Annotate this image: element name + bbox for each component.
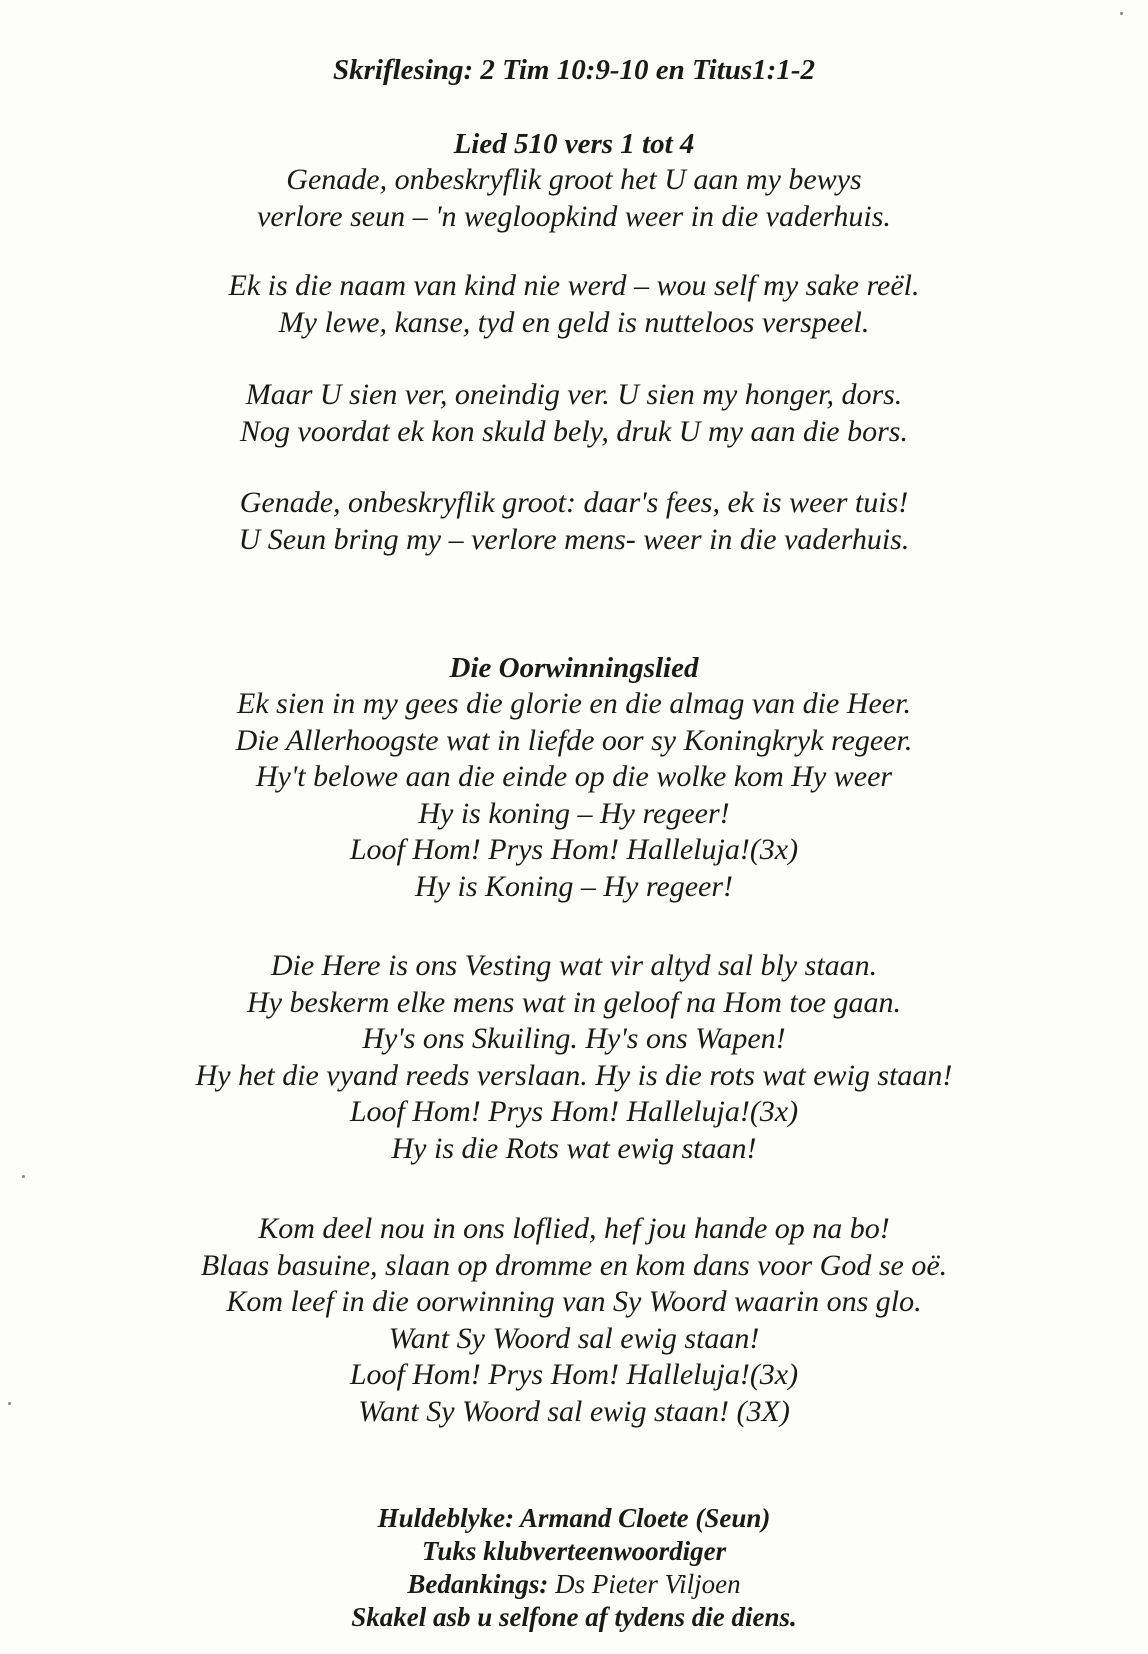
song-line: Hy is Koning – Hy regeer! [415,869,733,903]
hymn-verse-3 [0,377,1148,450]
club-representative-line: Tuks klubverteenwoordiger [421,1536,727,1566]
thanks-label: Bedankings: [407,1569,549,1599]
hymn-line: Maar U sien ver, oneindig ver. U sien my honger, dors. [245,378,903,411]
song-line: Hy is koning – Hy regeer! [418,796,730,830]
song-line: Ek sien in my gees die glorie en die almag van die Heer. [237,687,911,720]
scan-speck [1120,12,1123,15]
victory-song-verse-1 [0,686,1148,905]
song-line: Loof Hom! Prys Hom! Halleluja!(3x) [349,1358,799,1391]
song-line: Kom deel nou in ons loflied, hef jou hande op na bo! [258,1212,890,1245]
scripture-reading-heading [0,52,1148,88]
hymn-line: My lewe, kanse, tyd en geld is nutteloos verspeel. [278,305,870,339]
victory-song-verse-3 [0,1211,1148,1430]
song-line: Die Here is ons Vesting wat vir altyd sal bly staan. [270,949,878,982]
song-line: Loof Hom! Prys Hom! Halleluja!(3x) [349,833,799,866]
phones-notice: Skakel asb u selfone af tydens die diens. [351,1602,797,1632]
hymn-line: Nog voordat ek kon skuld bely, druk U my aan die bors. [240,414,908,448]
thanks-line [0,1568,1148,1601]
song-line: Kom leef in die oorwinning van Sy Woord waarin ons glo. [226,1285,922,1318]
victory-song-verse-2 [0,948,1148,1167]
victory-song-heading-text: Die Oorwinningslied [449,652,699,684]
hymn-line: Genade, onbeskryflik groot: daar's fees, ek is weer tuis! [239,486,909,519]
hymn-verse-2 [0,268,1148,341]
song-line: Hy beskerm elke mens wat in geloof na Hom toe gaan. [246,985,902,1019]
song-line: Want Sy Woord sal ewig staan! (3X) [358,1394,790,1428]
song-line: Loof Hom! Prys Hom! Halleluja!(3x) [349,1095,799,1128]
scripture-reading-text: Skriflesing: 2 Tim 10:9-10 en Titus1:1-2 [333,54,815,86]
scan-speck [22,1175,25,1178]
song-line: Want Sy Woord sal ewig staan! [388,1321,760,1355]
scan-speck [8,1402,11,1405]
hymn-line: U Seun bring my – verlore mens- weer in die vaderhuis. [238,522,910,556]
thanks-name: Ds Pieter Viljoen [548,1569,741,1599]
hymn-line: Genade, onbeskryflik groot het U aan my bewys [286,163,862,196]
hymn-verse-1 [0,162,1148,235]
song-line: Hy't belowe aan die einde op die wolke kom Hy weer [255,760,893,793]
service-notes [0,1502,1148,1634]
song-line: Hy is die Rots wat ewig staan! [391,1131,757,1165]
hymn-heading [0,126,1148,162]
hymn-line: verlore seun – 'n wegloopkind weer in die vaderhuis. [257,199,891,233]
song-line: Hy's ons Skuiling. Hy's ons Wapen! [362,1022,786,1055]
hymn-verse-4 [0,485,1148,558]
tributes-line: Huldeblyke: Armand Cloete (Seun) [377,1503,771,1533]
song-line: Die Allerhoogste wat in liefde oor sy Koningkryk regeer. [235,723,913,757]
hymn-line: Ek is die naam van kind nie werd – wou self my sake reël. [228,269,920,302]
hymn-heading-text: Lied 510 vers 1 tot 4 [453,128,695,160]
song-line: Hy het die vyand reeds verslaan. Hy is die rots wat ewig staan! [195,1058,953,1092]
victory-song-heading [0,650,1148,686]
song-line: Blaas basuine, slaan op dromme en kom dans voor God se oë. [200,1248,948,1282]
